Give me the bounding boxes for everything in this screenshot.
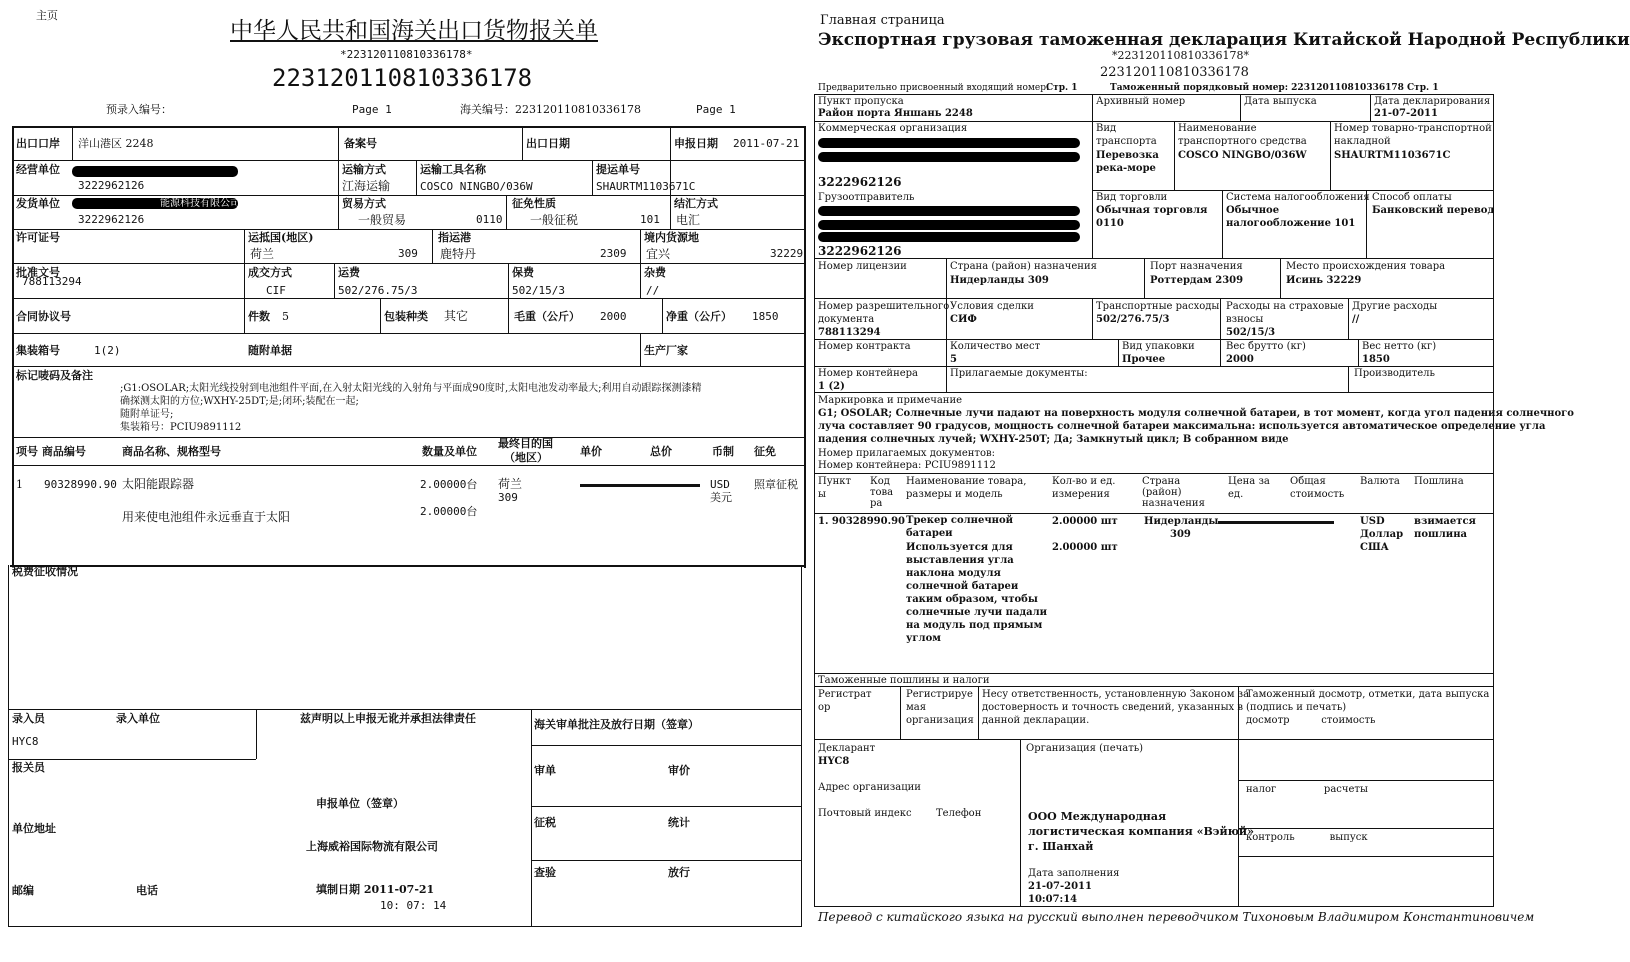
freight-value: 502/276.75/3	[338, 284, 418, 297]
row-quantity: 2.00000台	[420, 478, 478, 491]
misc-label: 杂费	[644, 266, 666, 279]
translator-note: Перевод с китайского языка на русский выполнен переводчиком Тихоновым Владимиром Константиновичем	[818, 910, 1535, 924]
tax-nature-value: 一般征税	[530, 213, 579, 227]
row-no: 1. 90328990.90	[818, 516, 905, 527]
row-country: Нидерланды	[1144, 516, 1219, 527]
inspection-label: Таможенный досмотр, отметки, дата выпуска	[1246, 689, 1490, 700]
shipper-label: Грузоотправитель	[818, 192, 915, 203]
clerk-value: HYC8	[12, 735, 39, 748]
trade-mode-code: 0110	[476, 213, 503, 226]
marks-line: 确探测太阳的方位;WXHY-25DT;是;闭环;装配在一起;	[120, 396, 359, 407]
col-code: Код	[870, 476, 890, 487]
col-quantity-2: измерения	[1052, 489, 1110, 500]
tax-nature-code: 101	[640, 213, 660, 226]
vehicle-label: Наименование	[1178, 123, 1257, 134]
shipper-partial: 能源科技有限公司	[160, 198, 240, 209]
approval-value: 788113294	[22, 275, 82, 288]
dest-country-value: 荷兰	[250, 247, 275, 261]
pre-number: Предварительно присвоенный входящий номер:	[818, 83, 1050, 93]
marks-label: Маркировка и примечание	[818, 395, 963, 406]
desc-line: солнечной батареи	[906, 581, 1019, 592]
row-currency: USD	[1360, 516, 1385, 527]
dest-country-label: 运抵国(地区)	[248, 231, 314, 244]
dest-port-value: Роттердам 2309	[1150, 275, 1244, 286]
row-quantity-2: 2.00000台	[420, 505, 478, 518]
row-duty-2: пошлина	[1414, 529, 1468, 540]
company-name: 上海威裕国际物流有限公司	[306, 840, 438, 853]
misc-value: //	[646, 284, 660, 297]
trade-code: 0110	[1096, 218, 1124, 229]
bl-label: 提运单号	[596, 163, 640, 176]
net-label: Вес нетто (кг)	[1362, 341, 1437, 352]
marks-label: 标记唛码及备注	[16, 369, 93, 382]
origin-value: Исинь 32229	[1286, 275, 1362, 286]
row-duty: взимается	[1414, 516, 1476, 527]
row-goods-desc: 用来使电池组件永远垂直于太阳	[122, 510, 291, 524]
freight-label: 运费	[338, 266, 360, 279]
col-tax: 征免	[754, 445, 776, 458]
transport-mode-label: 运输方式	[342, 163, 386, 176]
source-value: 宜兴	[646, 247, 671, 261]
transport-value: Перевозка	[1096, 150, 1159, 161]
col-country-3: назначения	[1142, 498, 1205, 509]
dest-country-value: Нидерланды 309	[950, 275, 1049, 286]
net-value: 1850	[752, 310, 779, 323]
col-unit-price: Цена за	[1228, 476, 1270, 487]
shipper-code: 3222962126	[818, 244, 902, 258]
inspection-sub: досмотр стоимость	[1246, 715, 1376, 726]
desc-line: выставления угла	[906, 555, 1014, 566]
col-unit-price-2: ед.	[1228, 489, 1244, 500]
insurance-label: Расходы на страховые	[1226, 301, 1344, 312]
decl-date-label: Дата декларирования	[1374, 96, 1491, 107]
maker-label: 生产厂家	[644, 344, 688, 357]
deal-value: CIF	[266, 284, 286, 297]
dest-port-label: 指运港	[438, 231, 471, 244]
tax-nature-label: 征免性质	[512, 197, 556, 210]
liability-text: Несу ответственность, установленную Законом за	[982, 689, 1250, 700]
vessel-value: COSCO NINGBO/036W	[420, 180, 533, 193]
other-value: //	[1352, 314, 1360, 325]
tax-system-value: Обычное	[1226, 205, 1280, 216]
col-currency: 币制	[712, 445, 734, 458]
payment-value: Банковский перевод	[1372, 205, 1495, 216]
postcode-label: 邮编	[12, 884, 34, 897]
fill-time: 10: 07: 14	[380, 899, 447, 912]
container-label: 集装箱号	[16, 344, 60, 357]
home-link[interactable]: Главная страница	[820, 13, 945, 28]
vehicle-value: COSCO NINGBO/036W	[1178, 150, 1307, 161]
trade-value: Обычная торговля	[1096, 205, 1208, 216]
archive-label: Архивный номер	[1096, 96, 1186, 107]
desc-line: таким образом, чтобы	[906, 594, 1038, 605]
col-unit-price: 单价	[580, 445, 602, 458]
pieces-label: 件数	[248, 310, 270, 323]
levy-label: 征税	[534, 816, 556, 829]
col-item: Пункт	[818, 476, 852, 487]
entry-clerk-label: 录入员	[12, 712, 45, 725]
desc-line: солнечные лучи падали	[906, 607, 1048, 618]
declarant-label: 报关员	[12, 761, 45, 774]
permit-value: 788113294	[818, 327, 881, 338]
release-label: 放行	[668, 866, 690, 879]
other-label: Другие расходы	[1352, 301, 1438, 312]
tax-system-label: Система налогообложения	[1226, 192, 1370, 203]
reg-org-label-3: организация	[906, 715, 974, 726]
org-stamp-label: Организация (печать)	[1026, 743, 1144, 754]
net-label: 净重（公斤）	[666, 310, 732, 323]
company-name: ООО Международная	[1028, 810, 1167, 823]
trade-mode-value: 一般贸易	[358, 213, 407, 227]
row-tax: 照章征税	[754, 478, 798, 491]
row-quantity-2: 2.00000 шт	[1052, 542, 1118, 553]
row-no: 1	[16, 478, 23, 491]
bl-value: SHAURTM1103671C	[1334, 150, 1451, 161]
row-currency-3: США	[1360, 542, 1389, 553]
release-date-label: Дата выпуска	[1244, 96, 1317, 107]
tax-system-value-2: налогообложение 101	[1226, 218, 1356, 229]
settle-value: 电汇	[676, 213, 701, 227]
customs-number: Таможенный порядковый номер: 223120110810336178 Стр. 1	[1110, 83, 1439, 93]
checkpoint-label: Пункт пропуска	[818, 96, 904, 107]
barcode-text: *223120110810336178*	[340, 48, 473, 61]
attached-label: Прилагаемые документы:	[950, 368, 1088, 379]
taxes-label: 税费征收情况	[12, 565, 78, 578]
page-title: Экспортная грузовая таможенная декларация Китайской Народной Республики	[818, 30, 1630, 50]
marks-line: Номер контейнера: PCIU9891112	[818, 460, 996, 471]
redaction	[580, 484, 700, 487]
trade-mode-label: 贸易方式	[342, 197, 386, 210]
permit-label-2: документа	[818, 314, 875, 325]
declaration-number: 223120110810336178	[1100, 65, 1249, 80]
col-duty: Пошлина	[1414, 476, 1464, 487]
phone-label: Телефон	[936, 808, 982, 819]
tax-calc: налог расчеты	[1246, 784, 1368, 795]
page-title: 中华人民共和国海关出口货物报关单	[230, 18, 598, 44]
license-label: Номер лицензии	[818, 261, 907, 272]
row-country: 荷兰	[498, 477, 523, 491]
bl-value: SHAURTM1103671C	[596, 180, 696, 193]
col-code-3: ра	[870, 498, 883, 509]
col-destination: 最终目的国	[498, 437, 553, 450]
redaction	[818, 232, 1080, 242]
contract-label: 合同协议号	[16, 310, 71, 323]
insurance-value: 502/15/3	[512, 284, 565, 297]
stats-label: 统计	[668, 816, 690, 829]
marks-line: луча составляет 90 градусов, мощность солнечной батареи максимальна: используется автоматическое определение угла	[818, 421, 1546, 432]
pieces-value: 5	[282, 310, 289, 323]
row-currency-2: Доллар	[1360, 529, 1404, 540]
redaction	[818, 138, 1080, 148]
redaction	[818, 206, 1080, 216]
container-value: 1(2)	[94, 344, 121, 357]
row-code: 90328990.90	[44, 478, 117, 491]
dest-port-value: 鹿特丹	[440, 247, 477, 261]
container-value: 1 (2)	[818, 381, 845, 392]
reg-org-label-2: мая	[906, 702, 927, 713]
desc-line: Используется для	[906, 542, 1013, 553]
maker-label: Производитель	[1354, 368, 1435, 379]
audit-label: 审单	[534, 764, 556, 777]
duties-label: Таможенные пошлины и налоги	[818, 675, 990, 686]
marks-line: падения солнечных лучей; WXHY-250T; Да; Замкнутый цикл; В собранном виде	[818, 434, 1289, 445]
insurance-label: 保费	[512, 266, 534, 279]
inspect-label: 查验	[534, 866, 556, 879]
liability-text-2: достоверность и точность сведений, указанных в	[982, 702, 1243, 713]
col-name: Наименование товара,	[906, 476, 1027, 487]
marks-line: ;G1:OSOLAR;太阳光线投射到电池组件平面,在入射太阳光线的入射角与平面成90度时,太阳电池发动率最大;利用自动跟踪探测漆精	[120, 383, 702, 394]
net-value: 1850	[1362, 354, 1390, 365]
deal-label: 成交方式	[248, 266, 292, 279]
col-quantity: Кол-во и ед.	[1052, 476, 1116, 487]
fill-date: 21-07-2011	[1028, 881, 1092, 892]
approval-label: 批准文号	[16, 266, 60, 279]
desc-line: Трекер солнечной	[906, 515, 1014, 526]
docs-label: 随附单据	[248, 344, 292, 357]
packing-value: 其它	[444, 309, 469, 323]
marks-line: Номер прилагаемых документов:	[818, 448, 995, 459]
gross-value: 2000	[600, 310, 627, 323]
redaction	[818, 220, 1080, 230]
customs-approval-label: 海关审单批注及放行日期（签章）	[534, 718, 699, 731]
decl-date-value: 21-07-2011	[1374, 108, 1438, 119]
bl-label: Номер товарно-транспортной	[1334, 123, 1492, 134]
pieces-value: 5	[950, 354, 957, 365]
desc-line: наклона модуля	[906, 568, 1001, 579]
row-country-code: 309	[498, 491, 518, 504]
row-goods-name: 太阳能跟踪器	[122, 477, 195, 491]
page-indicator: Page 1	[352, 103, 392, 116]
col-total: Общая	[1290, 476, 1326, 487]
insurance-value: 502/15/3	[1226, 327, 1276, 338]
freight-label: Транспортные расходы	[1096, 301, 1220, 312]
postcode-label: Почтовый индекс	[818, 808, 912, 819]
col-destination-sub: （地区）	[504, 451, 548, 464]
vessel-label: 运输工具名称	[420, 163, 486, 176]
marks-line: 随附单证号;	[120, 409, 174, 420]
company-name-2: логистическая компания «Вэйюй»	[1028, 825, 1254, 838]
decl-date-label: 申报日期	[674, 137, 718, 150]
transport-mode-value: 江海运输	[342, 179, 391, 193]
home-link[interactable]: 主页	[36, 9, 58, 22]
trade-label: Вид торговли	[1096, 192, 1168, 203]
redaction	[818, 152, 1080, 162]
operator-label: 经营单位	[16, 163, 60, 176]
decl-unit-label: 申报单位（签章）	[316, 797, 404, 810]
export-port-value: 洋山港区 2248	[78, 137, 154, 150]
source-label: 境内货源地	[644, 231, 699, 244]
operator-code: 3222962126	[78, 179, 145, 192]
col-name-2: размеры и модель	[906, 489, 1003, 500]
record-no-label: 备案号	[344, 137, 377, 150]
gross-label: Вес брутто (кг)	[1226, 341, 1306, 352]
company-name-3: г. Шанхай	[1028, 840, 1094, 853]
desc-line: углом	[906, 633, 941, 644]
entry-unit-label: 录入单位	[116, 712, 160, 725]
price-review-label: 审价	[668, 764, 690, 777]
deal-value: СИФ	[950, 314, 977, 325]
checkpoint-value: Район порта Яншань 2248	[818, 108, 973, 119]
page-indicator: Стр. 1	[1046, 83, 1078, 93]
container-label: Номер контейнера	[818, 368, 919, 379]
desc-line: батареи	[906, 528, 953, 539]
pre-entry-label: 预录入编号：	[106, 103, 172, 116]
customs-number: 海关编号：223120110810336178	[460, 103, 641, 116]
shipper-label: 发货单位	[16, 197, 60, 210]
fill-time: 10:07:14	[1028, 894, 1078, 905]
dest-country-code: 309	[398, 247, 418, 260]
dest-port-code: 2309	[600, 247, 627, 260]
address-label: 单位地址	[12, 822, 56, 835]
decl-date-value: 2011-07-21	[733, 137, 800, 150]
marks-line: G1; OSOLAR; Солнечные лучи падают на поверхность модуля солнечной батареи, в тот момент, когда угол падения солнечного	[818, 408, 1574, 419]
settle-label: 结汇方式	[674, 197, 718, 210]
gross-label: 毛重（公斤）	[514, 310, 580, 323]
row-quantity: 2.00000 шт	[1052, 516, 1118, 527]
col-goods-name: 商品名称、规格型号	[122, 445, 221, 458]
row-currency-name: 美元	[710, 491, 732, 504]
dest-port-label: Порт назначения	[1150, 261, 1243, 272]
dest-country-label: Страна (район) назначения	[950, 261, 1097, 272]
gross-value: 2000	[1226, 354, 1254, 365]
deal-label: Условия сделки	[950, 301, 1034, 312]
origin-label: Место происхождения товара	[1286, 261, 1446, 272]
row-country-code: 309	[1170, 529, 1191, 540]
freight-value: 502/276.75/3	[1096, 314, 1170, 325]
insurance-label-2: взносы	[1226, 314, 1264, 325]
permit-label: Номер разрешительного	[818, 301, 950, 312]
registrar-label: Регистрат	[818, 689, 872, 700]
license-label: 许可证号	[16, 231, 60, 244]
pieces-label: Количество мест	[950, 341, 1041, 352]
redaction	[1218, 521, 1334, 524]
declarant-value: HYC8	[818, 756, 850, 767]
transport-label-2: транспорта	[1096, 136, 1157, 147]
packing-value: Прочее	[1122, 354, 1166, 365]
col-total-price: 总价	[650, 445, 672, 458]
source-code: 32229	[770, 247, 804, 260]
control-release: контроль выпуск	[1246, 832, 1368, 843]
desc-line: на модуль под прямым	[906, 620, 1043, 631]
col-quantity: 数量及单位	[422, 445, 477, 458]
transport-label: Вид	[1096, 123, 1117, 134]
fill-label: Дата заполнения	[1028, 868, 1120, 879]
liability-text-3: данной декларации.	[982, 715, 1090, 726]
shipper-code: 3222962126	[78, 213, 145, 226]
inspection-label-2: (подпись и печать)	[1246, 702, 1347, 713]
vehicle-label-2: транспортного средства	[1178, 136, 1307, 147]
col-currency: Валюта	[1360, 476, 1400, 487]
declaration-number: 223120110810336178	[272, 64, 533, 92]
commercial-code: 3222962126	[818, 175, 902, 189]
reg-org-label: Регистрируе	[906, 689, 973, 700]
registrar-label-2: ор	[818, 702, 831, 713]
col-item-2: ы	[818, 489, 826, 500]
phone-label: 电话	[136, 884, 158, 897]
fill-date: 填制日期 2011-07-21	[316, 883, 435, 896]
declare-statement: 兹声明以上申报无讹并承担法律责任	[300, 712, 476, 725]
packing-label: Вид упаковки	[1122, 341, 1195, 352]
payment-label: Способ оплаты	[1372, 192, 1452, 203]
redaction	[72, 166, 238, 177]
col-total-2: стоимость	[1290, 489, 1345, 500]
export-date-label: 出口日期	[526, 137, 570, 150]
col-country: Страна	[1142, 476, 1181, 487]
declarant-label: Декларант	[818, 743, 876, 754]
col-code-2: това	[870, 487, 894, 498]
marks-line: 集装箱号：PCIU9891112	[120, 422, 242, 433]
packing-label: 包装种类	[384, 310, 428, 323]
commercial-label: Коммерческая организация	[818, 123, 968, 134]
page-indicator-2: Page 1	[696, 103, 736, 116]
org-address-label: Адрес организации	[818, 782, 921, 793]
contract-label: Номер контракта	[818, 341, 911, 352]
barcode-text: *223120110810336178*	[1112, 49, 1249, 62]
transport-value-2: река-море	[1096, 163, 1156, 174]
export-port-label: 出口口岸	[16, 137, 60, 150]
bl-label-2: накладной	[1334, 136, 1391, 147]
row-currency: USD	[710, 478, 730, 491]
col-item-code: 项号 商品编号	[16, 445, 86, 458]
col-country-2: (район)	[1142, 487, 1182, 498]
